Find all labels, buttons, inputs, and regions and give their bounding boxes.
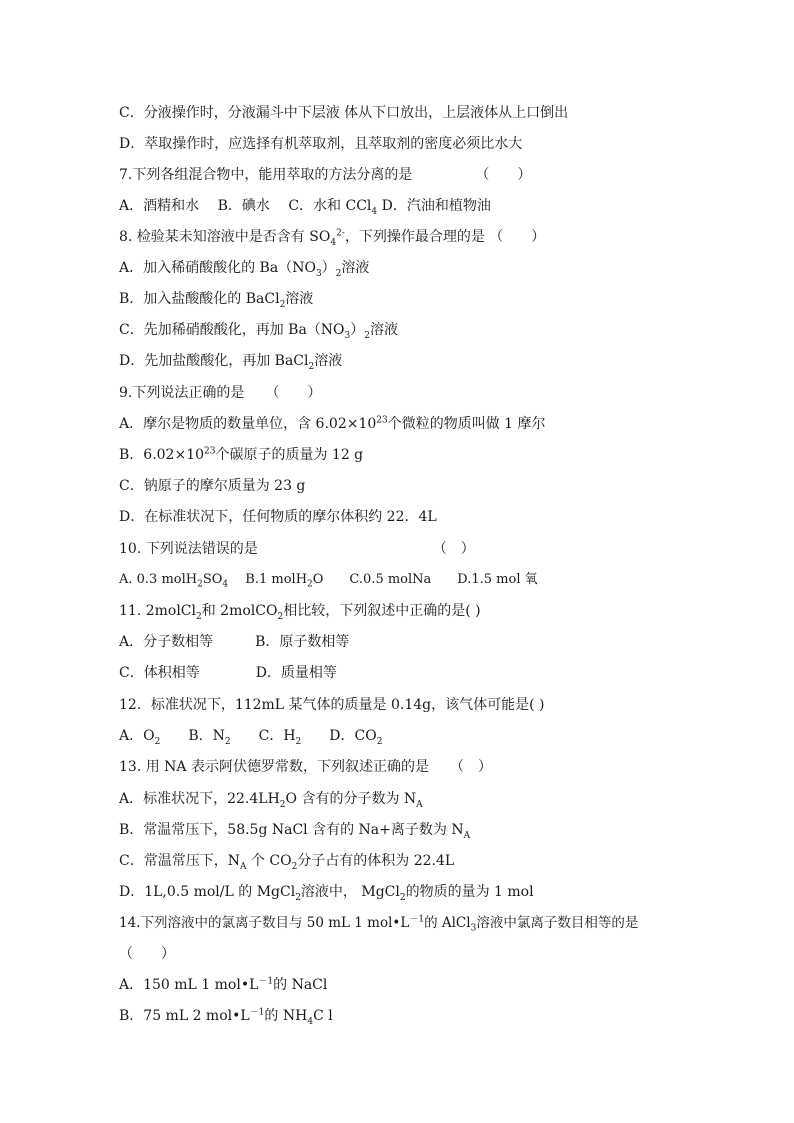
q11-options-cd: C．体积相等 D．质量相等 (119, 665, 337, 681)
q13-option-a: A．标准状况下，$22.4LH_2O$ 含有的分子数为 $N_A$ (119, 791, 423, 810)
q14-answer-bracket: （ ） (119, 946, 175, 962)
q13-option-b: B．常温常压下，58.5g NaCl 含有的 Na+离子数为 $N_A$ (119, 822, 471, 841)
q8-option-a: A．加入稀硝酸酸化的 $Ba(NO_3)_2$溶液 (119, 260, 370, 279)
q8-option-c: C．先加稀硝酸酸化，再加 $Ba(NO_3)_2$溶液 (119, 322, 398, 341)
q11-stem: 11. 2molCl$_2$和 2molCO$_2$相比较，下列叙述中正确的是( ) (119, 603, 481, 622)
q9-option-d: D．在标准状况下，任何物质的摩尔体积约 22．4L (119, 509, 437, 525)
q6-option-c: C．分液操作时，分液漏斗中下层液 体从下口放出，上层液体从上口倒出 (119, 105, 569, 121)
q9-stem: 9.下列说法正确的是 （ ） (119, 385, 322, 401)
q7-option-b: B．碘水 (217, 198, 270, 214)
q13-stem: 13. 用 NA 表示阿伏德罗常数，下列叙述正确的是 （ ） (119, 759, 492, 775)
q14-stem: 14.下列溶液中的氯离子数目与 50 mL 1 $mol•L^{-1}$的 AlCl$_3$溶液中氯离子数目相等的是 (119, 914, 639, 934)
q13-option-d: D．1L,0.5 mol/L 的 MgCl$_2$溶液中， MgCl$_2$的物质的量为 1 mol (119, 884, 534, 903)
q12-options: A．$O_2$ B．$N_2$ C．$H_2$ D．$CO_2$ (119, 728, 383, 747)
q14-option-a: A．150 mL 1 $mol•L^{-1}$的 NaCl (119, 976, 328, 993)
q10-stem: 10. 下列说法错误的是 （ ） (119, 541, 475, 557)
q9-option-c: C．钠原子的摩尔质量为 23 g (119, 478, 306, 494)
q6-option-d: D．萃取操作时，应选择有机萃取剂，且萃取剂的密度必须比水大 (119, 136, 523, 152)
q11-options-ab: A．分子数相等 B．原子数相等 (119, 634, 350, 650)
q7-options (119, 196, 689, 216)
q9-option-a: A．摩尔是物质的数量单位，含 $6.02\times 10^{23}$个微粒的物质叫做 1 摩尔 (119, 415, 546, 432)
q7-stem: 7.下列各组混合物中，能用萃取的方法分离的是 （ ） (119, 167, 532, 183)
q12-stem: 12．标准状况下，112mL 某气体的质量是 0.14g，该气体可能是( ) (119, 697, 545, 713)
q7-option-a: A．酒精和水 (119, 198, 200, 214)
q7-option-c: C．水和 CCl$_4$ (288, 198, 378, 217)
q8-option-b: B．加入盐酸酸化的 BaCl$_2$溶液 (119, 291, 314, 310)
q10-options: A. 0.3 $molH_2SO_4$ B.1 molH$_2$O C.0.5 molNa D.1.5 mol 氧 (119, 572, 538, 590)
q14-option-b: B．75 mL 2 $mol•L^{-1}$的 $NH_4C$ l (119, 1007, 333, 1027)
q8-option-d: D．先加盐酸酸化，再加 BaCl$_2$溶液 (119, 353, 343, 372)
q8-stem: 8. 检验某未知溶液中是否含有 $SO_4^{2-}$，下列操作最合理的是 （ ） (119, 228, 546, 248)
q9-option-b: B．$6.02\times 10^{23}$个碳原子的质量为 12 g (119, 446, 364, 463)
q13-option-c: C．常温常压下，$N_A$ 个 $CO_2$分子占有的体积为 22.4L (119, 853, 455, 872)
q7-option-d: D．汽油和植物油 (381, 198, 491, 214)
